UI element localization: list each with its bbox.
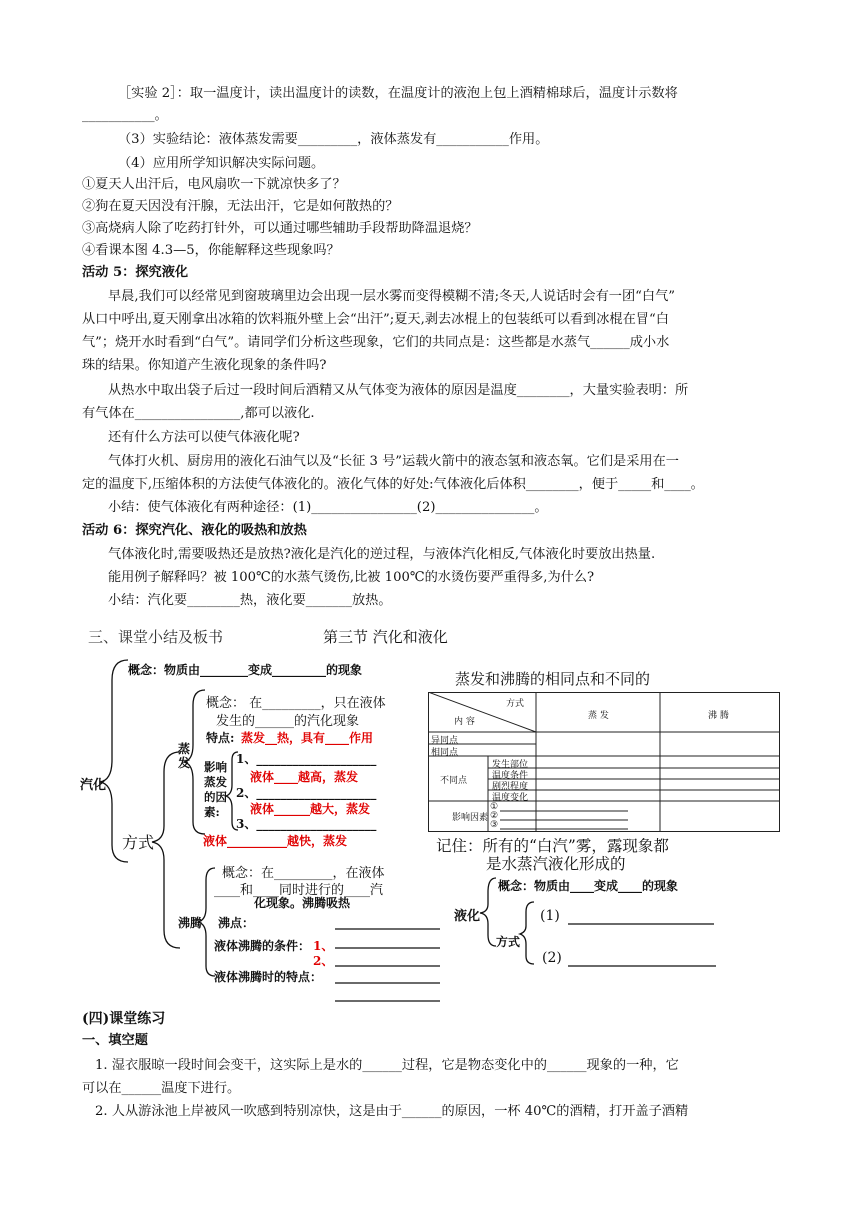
ways-label: 方式 <box>122 833 155 852</box>
vaporization-label: 汽化 <box>80 778 107 793</box>
liq-way-1: (1) <box>540 908 560 924</box>
act5-summary: 小结：使气体液化有两种途径：(1)________________(2)_______________。 <box>108 500 548 515</box>
cmp-row-diff: 不同点 <box>440 776 468 786</box>
practice-title: (四)课堂练习 <box>82 1011 166 1027</box>
practice-subtitle: 一、填空题 <box>82 1033 148 1048</box>
cmp-diff-item-3: 剧烈程度 <box>492 782 529 792</box>
boil-condition-1: 1、 <box>313 939 334 953</box>
act5-para-4b: 定的温度下,压缩体积的方法使气体液化的。液化气体的好处:气体液化后体积________，便于_____和____。 <box>82 477 704 492</box>
activity-5-title: 活动 5：探究液化 <box>82 265 189 280</box>
act6-summary: 小结：汽化要________热，液化要_______放热。 <box>108 593 392 608</box>
remember-line-1: 记住：所有的“白汽”雾，露现象都 <box>436 837 669 855</box>
act5-para-1c: 气”；烧开水时看到“白气”。请同学们分析这些现象，它们的共同点是：这些都是水蒸气______成小水 <box>82 335 670 350</box>
evaporation-label: 蒸发 <box>178 742 191 770</box>
cmp-diff-item-1: 发生部位 <box>492 760 529 770</box>
activity-6-title: 活动 6：探究汽化、液化的吸热和放热 <box>82 523 307 538</box>
cmp-diff-item-4: 温度变化 <box>492 793 529 803</box>
practice-q1a: 1. 湿衣服晾一段时间会变干，这实际上是水的______过程，它是物态变化中的______现象的一种，它 <box>95 1058 679 1073</box>
boil-point-label: 沸点： <box>218 916 255 930</box>
act5-para-3: 还有什么方法可以使气体液化呢? <box>108 430 300 445</box>
boil-condition-label: 液体沸腾的条件： <box>214 939 311 953</box>
evap-concept-2: 发生的______的汽化现象 <box>216 714 360 729</box>
factor-1: 1、____________________ <box>236 752 377 766</box>
comparison-title: 蒸发和沸腾的相同点和不同的 <box>455 670 651 688</box>
act5-para-1b: 从口中呼出,夏天刚拿出冰箱的饮料瓶外壁上会“出汗”;夏天,剥去冰棍上的包装纸可以看到冰棍在冒“白 <box>82 312 669 327</box>
act5-para-1d: 珠的结果。你知道产生液化现象的条件吗? <box>82 358 327 373</box>
evap-concept-1: 概念： 在_________，只在液体 <box>206 696 386 711</box>
question-1: ①夏天人出汗后，电风扇吹一下就凉快多了？ <box>82 177 346 192</box>
question-2: ②狗在夏天因没有汗腺，无法出汗，它是如何散热的？ <box>82 199 399 214</box>
liq-ways-label: 方式 <box>496 935 521 949</box>
vap-concept: 概念：物质由________变成_________的现象 <box>128 663 363 677</box>
cmp-factor-2: ② <box>490 811 499 821</box>
factor-3: 3、____________________ <box>236 817 377 831</box>
board-section-title: 第三节 汽化和液化 <box>323 628 448 646</box>
boil-concept-2: ____和____同时进行的____汽 <box>214 883 384 898</box>
cmp-diff-item-2: 温度条件 <box>492 771 529 781</box>
experiment-2-text: ［实验 2］：取一温度计，读出温度计的读数，在温度计的液泡上包上酒精棉球后，温度计示数将 <box>118 86 678 101</box>
cmp-factor-1: ① <box>490 802 499 812</box>
board-heading: 三、课堂小结及板书 <box>88 628 224 646</box>
liq-way-2: (2) <box>542 950 562 966</box>
boil-concept-3: 化现象。沸腾吸热 <box>254 896 351 910</box>
factor-2: 2、____________________ <box>236 786 377 800</box>
boil-condition-2: 2、 <box>313 954 334 968</box>
factor-3-red: 液体__________越快，蒸发 <box>203 834 348 848</box>
act6-para-2: 能用例子解释吗？被 100℃的水蒸气烫伤,比被 100℃的水烫伤要严重得多,为什么? <box>108 570 595 585</box>
act5-para-2a: 从热水中取出袋子后过一段时间后酒精又从气体变为液体的原因是温度________，大量实验表明：所 <box>108 383 689 398</box>
evap-factors-label: 影响蒸发的因素: <box>204 760 227 819</box>
boil-concept-1: 概念：在_________，在液体 <box>222 866 385 881</box>
cmp-corner-b: 内 容 <box>454 717 475 727</box>
act5-para-2b: 有气体在________________,都可以液化. <box>82 406 315 421</box>
factor-1-red: 液体____越高，蒸发 <box>250 770 359 784</box>
act5-para-4a: 气体打火机、厨房用的液化石油气以及“长征 3 号”运载火箭中的液态氢和液态氧。它们是采用在一 <box>108 454 679 469</box>
comparison-table <box>428 692 780 832</box>
cmp-row-same: 相同点 <box>431 748 459 758</box>
boiling-label: 沸腾 <box>178 916 203 930</box>
practice-q2a: 2. 人从游泳池上岸被风一吹感到特别凉快，这是由于______的原因，一杯 40℃的酒精，打开盖子酒精 <box>95 1104 689 1119</box>
act6-para-1: 气体液化时,需要吸热还是放热?液化是汽化的逆过程，与液体汽化相反,气体液化时要放出热量. <box>108 547 656 562</box>
conclusion-text: （3）实验结论：液体蒸发需要_________，液体蒸发有___________作用。 <box>118 132 549 147</box>
question-4: ④看课本图 4.3—5，你能解释这些现象吗？ <box>82 243 340 258</box>
experiment-2-blank: ___________。 <box>82 108 168 123</box>
boil-feature-label: 液体沸腾时的特点： <box>214 970 323 984</box>
cmp-col-boiling: 沸 腾 <box>708 711 729 721</box>
evap-feature-red: 蒸发__热，具有____作用 <box>241 731 374 745</box>
cmp-factor-3: ③ <box>490 820 499 830</box>
act5-para-1a: 早晨,我们可以经常见到窗玻璃里边会出现一层水雾而变得模糊不清;冬天,人说话时会有一团“白气” <box>108 289 675 304</box>
cmp-factor-label: 影响因素 <box>452 813 489 823</box>
cmp-corner-a: 方式 <box>506 699 525 709</box>
liquefaction-label: 液化 <box>454 909 481 924</box>
question-3: ③高烧病人除了吃药打针外，可以通过哪些辅助手段帮助降温退烧？ <box>82 221 478 236</box>
cmp-row-diffsame: 异同点 <box>431 736 459 746</box>
cmp-col-evaporation: 蒸 发 <box>588 711 609 721</box>
practice-q1b: 可以在______温度下进行。 <box>82 1081 241 1096</box>
liq-concept: 概念：物质由____变成____的现象 <box>498 879 679 893</box>
evap-feature-label: 特点: <box>206 731 235 745</box>
apply-text: （4）应用所学知识解决实际问题。 <box>118 156 325 171</box>
remember-line-2: 是水蒸汽液化形成的 <box>486 855 626 873</box>
factor-2-red: 液体______越大，蒸发 <box>250 802 371 816</box>
